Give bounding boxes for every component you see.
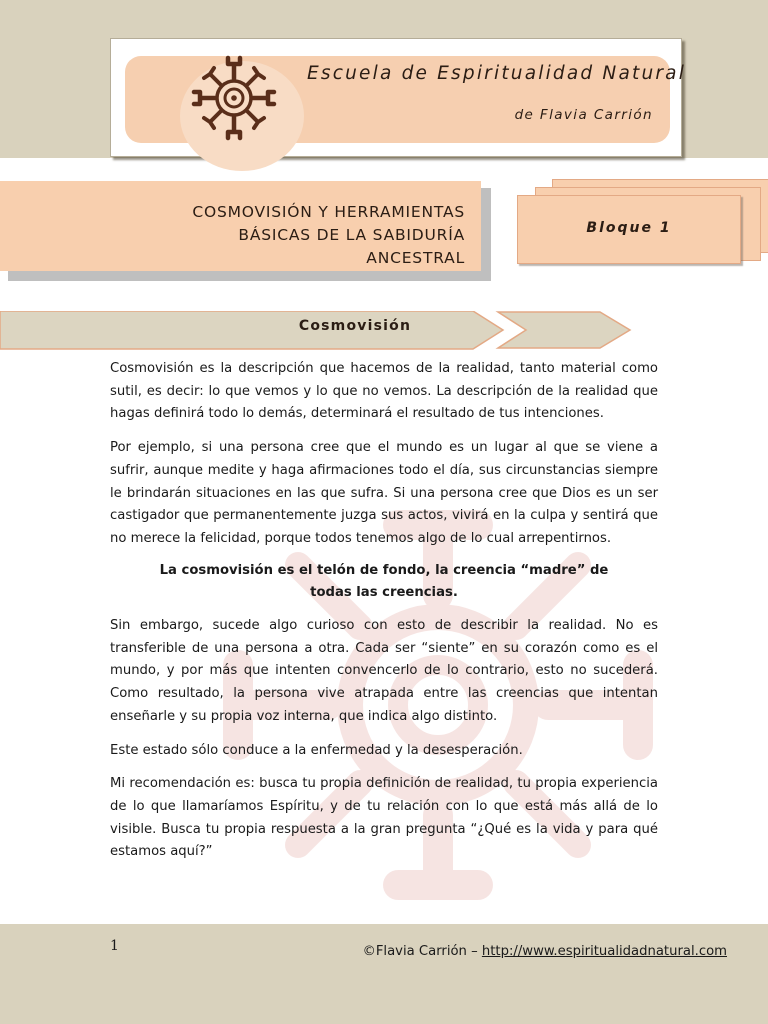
paragraph-5: Mi recomendación es: busca tu propia definición de realidad, tu propia experiencia de lo que llamaríamos Espíritu, y de tu relación con lo que está más allá de lo visible. Busca tu propia respuesta a la gran pregunta “¿Qué es la vida y para qué estamos aquí?” xyxy=(110,776,658,860)
page-number: 1 xyxy=(110,938,119,954)
footer-url-link[interactable]: http://www.espiritualidadnatural.com xyxy=(481,944,727,959)
school-name: Escuela de Espiritualidad Natural xyxy=(307,63,687,84)
section-title: Cosmovisión xyxy=(298,318,412,334)
footer-credit xyxy=(363,944,727,959)
header-card xyxy=(110,38,687,157)
title-banner xyxy=(0,181,481,271)
paragraph-3: Sin embargo, sucede algo curioso con esto de describir la realidad. No es transferible de una persona a otra. Cada ser “siente” en su corazón como es el mundo, y por más que intenten convencerlo de lo contrario, esto no sucederá. Como resultado, la persona vive atrapada entre las creencias que intentan enseñarle y su propia voz interna, que indica algo distinto. xyxy=(110,618,658,724)
footer-copyright: ©Flavia Carrión – xyxy=(362,944,482,959)
paragraph-4: Este estado sólo conduce a la enfermedad y la desesperación. xyxy=(110,742,523,758)
highlight-quote: La cosmovisión es el telón de fondo, la creencia “madre” de todas las creencias. xyxy=(159,562,609,601)
paragraph-1: Cosmovisión es la descripción que hacemos de la realidad, tanto material como sutil, es decir: lo que vemos y lo que no vemos. La descripción de la realidad que hagas definirá todo lo demás, determinará el resultado de tus intenciones. xyxy=(110,361,658,422)
document-title xyxy=(192,201,465,270)
paragraph-2: Por ejemplo, si una persona cree que el mundo es un lugar al que se viene a sufrir, aunque medite y haga afirmaciones todo el día, sus circunstancias siempre le brindarán situaciones en las que sufra. Si una persona cree que Dios es un ser castigador que permanentemente juzga sus actos, vivirá en la culpa y sentirá que no merece la felicidad, porque todos tenemos algo de lo cual arrepentirnos. xyxy=(110,440,658,546)
title-line-3: ANCESTRAL xyxy=(366,249,465,267)
title-line-2: BÁSICAS DE LA SABIDURÍA xyxy=(238,226,465,244)
sun-spiral-logo-icon xyxy=(186,50,282,146)
bloque-label: Bloque 1 xyxy=(586,220,672,236)
body-text xyxy=(110,358,658,875)
title-line-1: COSMOVISIÓN Y HERRAMIENTAS xyxy=(192,203,465,221)
school-author: de Flavia Carrión xyxy=(514,107,653,123)
bloque-tab xyxy=(517,195,741,264)
